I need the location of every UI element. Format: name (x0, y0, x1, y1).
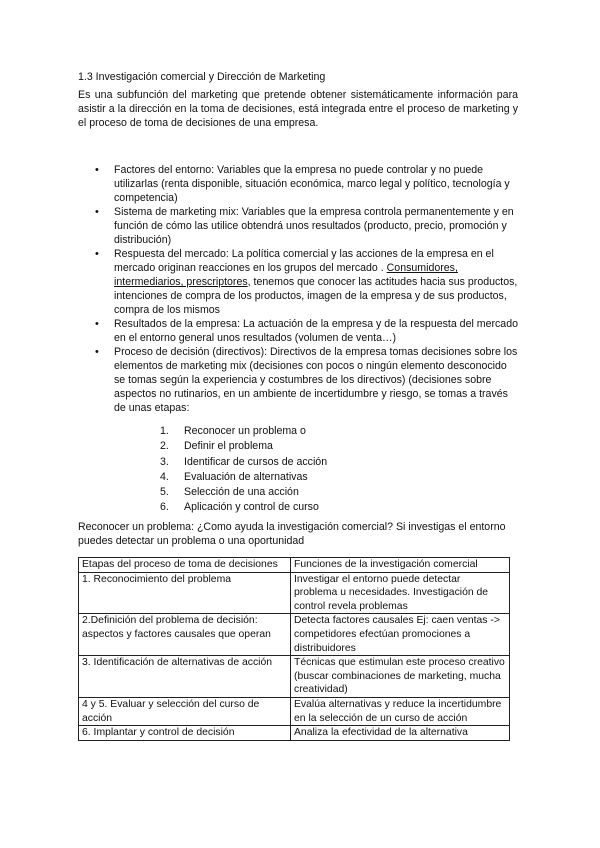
bullet-text: Resultados de la empresa: La actuación de la empresa y de la respuesta del mercado en el entorno general unos resultados (volumen de venta…) (114, 318, 518, 344)
table-cell: Técnicas que estimulan este proceso creativo (buscar combinaciones de marketing, mucha creatividad) (291, 656, 510, 698)
bullet-item (78, 345, 518, 415)
step-label: Aplicación y control de curso (184, 501, 319, 514)
table-cell: 3. Identificación de alternativas de acción (79, 656, 291, 698)
bullet-text: Factores del entorno: Variables que la empresa no puede controlar y no puede utilizarlas (renta disponible, situación económica, marco legal y político, tecnología y competencia) (114, 164, 510, 204)
table-cell: 2.Definición del problema de decisión: aspectos y factores causales que operan (79, 614, 291, 656)
step-label: Definir el problema (184, 440, 273, 453)
table-row (79, 572, 510, 614)
bullet-item (78, 205, 518, 247)
table-row (79, 697, 510, 725)
decision-functions-table (78, 557, 510, 741)
step-number: 5. (160, 486, 169, 499)
bullet-dot-icon: • (95, 318, 99, 330)
table-cell: Analiza la efectividad de la alternativa (291, 726, 510, 741)
table-row (79, 614, 510, 656)
step-label: Identificar de cursos de acción (184, 455, 328, 468)
table-cell: Detecta factores causales Ej: caen ventas -> competidores efectúan promociones a distribuidores (291, 614, 510, 656)
step-label: Selección de una acción (184, 486, 299, 499)
intro-paragraph: Es una subfunción del marketing que pretende obtener sistemáticamente información para asistir a la dirección en la toma de decisiones, está integrada entre el proceso de marketing y el proceso de toma de decisiones de una empresa. (78, 89, 518, 129)
factors-bullet-list (78, 163, 518, 415)
table-cell: 6. Implantar y control de decisión (79, 726, 291, 741)
step-item (160, 424, 460, 439)
question-paragraph: Reconocer un problema: ¿Como ayuda la investigación comercial? Si investigas el entorno puedes detectar un problema o una oportunidad (78, 521, 506, 547)
table-row (79, 656, 510, 698)
step-item (160, 485, 460, 500)
decision-steps-list (160, 424, 460, 516)
bullet-item (78, 317, 518, 345)
table-cell: 1. Reconocimiento del problema (79, 572, 291, 614)
table-header-cell: Funciones de la investigación comercial (291, 558, 510, 573)
bullet-dot-icon: • (95, 206, 99, 218)
step-item (160, 455, 460, 470)
bullet-text-before: Respuesta del mercado: La política comercial y las acciones de la empresa en el mercado originan reacciones en los grupos del mercado . (114, 248, 494, 274)
step-number: 1. (160, 425, 169, 437)
table-cell: Evalúa alternativas y reduce la incertidumbre en la selección de un curso de acción (291, 697, 510, 725)
step-number: 2. (160, 440, 169, 453)
bullet-text: Sistema de marketing mix: Variables que la empresa controla permanentemente y en función de cómo las utilice obtendrá unos resultados (producto, precio, promoción y distribución) (114, 206, 514, 246)
bullet-dot-icon: • (95, 346, 99, 358)
step-item (160, 439, 460, 454)
bullet-text: Proceso de decisión (directivos): Directivos de la empresa tomas decisiones sobre los elementos de marketing mix (decisiones con pocos o ningún elemento desconocido se tomas según la experiencia y costumbres de los directivos) (decisiones sobre aspectos no rutinarios, en un ambiente de incertidumbre y riesgo, se tomas a través de unas etapas: (114, 346, 518, 414)
step-label: Evaluación de alternativas (184, 470, 308, 483)
table-header-cell: Etapas del proceso de toma de decisiones (79, 558, 291, 573)
bullet-text-after: , tenemos que conocer las actitudes hacia sus productos, intenciones de compra de los productos, imagen de la empresa y de sus productos, compra de los mismos (114, 276, 518, 316)
step-number: 3. (160, 455, 169, 468)
table-cell: Investigar el entorno puede detectar problema u necesidades. Investigación de control revela problemas (291, 572, 510, 614)
step-item (160, 500, 460, 515)
bullet-dot-icon: • (95, 164, 99, 176)
bullet-item (78, 247, 518, 317)
step-label: Reconocer un problema o (184, 425, 306, 437)
step-number: 6. (160, 501, 169, 514)
step-item (160, 470, 460, 485)
table-cell: 4 y 5. Evaluar y selección del curso de acción (79, 697, 291, 725)
bullet-item (78, 163, 518, 205)
table-row (79, 726, 510, 741)
bullet-dot-icon: • (95, 248, 99, 260)
table-header-row (79, 558, 510, 573)
underlined-text: Consumidores, intermediarios, prescriptores (114, 262, 458, 288)
section-heading: 1.3 Investigación comercial y Dirección de Marketing (78, 71, 326, 83)
step-number: 4. (160, 470, 169, 483)
